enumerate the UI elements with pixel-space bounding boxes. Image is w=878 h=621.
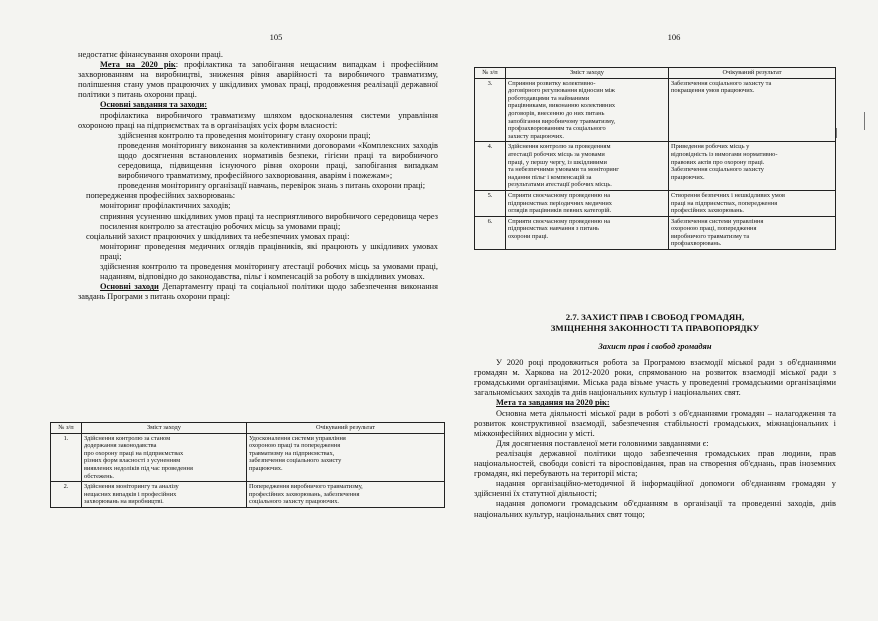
measures-table-left xyxy=(50,422,445,508)
cell-line: надання пільг і компенсацій за xyxy=(508,173,592,181)
cell-line: захисту працюючих. xyxy=(508,132,564,140)
task-item: сприяння усуненню шкідливих умов праці та несприятливого виробничого середовища через посилення контролю за атестацію робочих місць за умовами праці; xyxy=(100,211,438,231)
table-header: Очікуваний результат xyxy=(247,423,445,434)
row-result xyxy=(247,482,445,508)
row-result xyxy=(669,142,836,191)
row-result xyxy=(669,190,836,216)
cell-line: Здійснення контролю за проведенням xyxy=(508,143,611,151)
cell-line: атестації робочих місць за умовами xyxy=(508,150,605,158)
goal-heading: Мета та завдання на 2020 рік: xyxy=(496,398,610,408)
task-item: проведення моніторингу організації навчань, перевірок знань з питань охорони праці; xyxy=(118,181,426,191)
cell-line: захворювань на виробництві. xyxy=(84,498,164,506)
cell-line: покращення умов працюючих. xyxy=(671,87,755,95)
measures-paragraph xyxy=(78,282,438,302)
task-item: реалізація державної політики щодо забезпечення громадських прав людини, прав національностей, свободи совісті та віросповідання, прав на створення об'єднань, прав іноземних громадян, які перебувають на території міста; xyxy=(474,448,836,479)
row-number: 1. xyxy=(51,433,82,482)
cell-line: Створення безпечних і нешкідливих умов xyxy=(671,191,785,199)
section-title: ЗМІЦНЕННЯ ЗАКОННОСТІ ТА ПРАВОПОРЯДКУ xyxy=(550,323,760,333)
cell-line: травматизму на підприємствах, xyxy=(249,449,335,457)
goal-label: Мета на 2020 рік xyxy=(100,60,176,70)
page-number: 106 xyxy=(667,32,681,42)
section-title: 2.7. ЗАХИСТ ПРАВ І СВОБОД ГРОМАДЯН, xyxy=(565,312,745,322)
table-row xyxy=(51,482,445,508)
tasks-intro: Для досягнення поставленої мети головними завданнями є: xyxy=(496,438,709,448)
row-number: 5. xyxy=(475,190,506,216)
table-header: Зміст заходу xyxy=(506,68,669,79)
cell-line: договорів, внесенню до них питань xyxy=(508,109,605,117)
row-number: 3. xyxy=(475,78,506,142)
task-item: моніторинг проведення медичних оглядів працівників, які працюють у шкідливих умовах праці; xyxy=(100,241,438,261)
table-header: Очікуваний результат xyxy=(669,68,836,79)
cell-line: соціального захисту працюючих. xyxy=(249,498,340,506)
right-page xyxy=(474,32,874,610)
measures-text: Департаменту праці та соціальної політики щодо забезпечення виконання завдань Програми з питань охорони праці: xyxy=(78,282,439,302)
cell-line: профзахворюванням та соціального xyxy=(508,125,606,133)
cell-line: виявлених недоліків під час проведення xyxy=(84,464,193,472)
page-number: 105 xyxy=(269,32,283,42)
table-header: Зміст заходу xyxy=(82,423,247,434)
row-content xyxy=(506,190,669,216)
row-result xyxy=(669,216,836,249)
scan-mark xyxy=(836,128,837,138)
cell-line: працюючих. xyxy=(671,173,705,181)
cell-line: та небезпечними умовами та моніторинг xyxy=(508,166,619,174)
paragraph: недостатнє фінансування охорони праці. xyxy=(78,50,224,59)
cell-line: працівниками, виконанню колективних xyxy=(508,102,616,110)
row-content xyxy=(82,433,247,482)
cell-line: різних форм власності з усуненням xyxy=(84,457,181,465)
cell-line: відповідність із вимогами нормативно- xyxy=(671,150,778,158)
row-content xyxy=(506,78,669,142)
cell-line: Забезпечення системи управління xyxy=(671,217,764,225)
cell-line: працюючих. xyxy=(249,464,283,472)
goal-text: : профілактика та запобігання нещасним випадкам і професійним захворюванням на виробництві, зниження рівня аварійності та виробничого травматизму, поліпшення стану умов працюючих у шкідливих умовах праці, продовження реалізації державної політики з питань охорони праці. xyxy=(78,60,438,100)
cell-line: результатами атестації робочих місць. xyxy=(508,181,612,189)
task-item: здійснення контролю та проведення моніторингу стану охорони праці; xyxy=(118,130,371,140)
left-page-body xyxy=(78,50,438,302)
tasks-heading: Основні завдання та заходи: xyxy=(100,100,208,110)
cell-line: роботодавцями та найманими xyxy=(508,94,590,102)
table-row xyxy=(475,142,836,191)
cell-line: профзахворювань. xyxy=(671,240,722,248)
cell-line: Сприяння розвитку колективно- xyxy=(508,79,596,87)
left-page xyxy=(50,32,450,610)
row-number: 6. xyxy=(475,216,506,249)
cell-line: додержання законодавства xyxy=(84,442,157,450)
tasks-intro: профілактика виробничого травматизму шляхом вдосконалення системи управління охороною праці на підприємствах та в організаціях усіх форм власності: xyxy=(78,110,438,130)
cell-line: Удосконалення системи управління xyxy=(249,434,346,442)
table-row xyxy=(51,433,445,482)
row-result xyxy=(247,433,445,482)
table-row xyxy=(475,216,836,249)
cell-line: праці, у першу чергу, із шкідливими xyxy=(508,158,607,166)
cell-line: запобігання виробничому травматизму, xyxy=(508,117,616,125)
row-number: 4. xyxy=(475,142,506,191)
cell-line: професійних захворювань. xyxy=(671,207,745,215)
goal-paragraph xyxy=(78,60,438,100)
table-header: № з/п xyxy=(475,68,506,79)
task-item: попередження професійних захворювань: xyxy=(86,191,236,201)
table-header: № з/п xyxy=(51,423,82,434)
row-content xyxy=(82,482,247,508)
task-item: надання організаційно-методичної й інформаційної допомоги об'єднанням громадян у здійсненні їх статутної діяльності; xyxy=(474,479,836,499)
measures-label: Основні заходи xyxy=(100,282,159,292)
cell-line: нещасних випадків і професійних xyxy=(84,490,177,498)
cell-line: Сприяти своєчасному проведенню на xyxy=(508,191,611,199)
task-item: моніторинг профілактичних заходів; xyxy=(100,201,231,211)
cell-line: Приведення робочих місць у xyxy=(671,143,750,151)
cell-line: професійних захворювань, забезпечення xyxy=(249,490,360,498)
scan-mark xyxy=(864,112,865,130)
cell-line: охороною праці, попередження xyxy=(671,225,757,233)
cell-line: охороною праці та попередження xyxy=(249,442,341,450)
section-2-7 xyxy=(474,286,836,520)
task-item: здійснення контролю та проведення моніторингу атестації робочих місць за умовами праці, наданням, відповідно до законодавства, пільг і компенсацій за роботу в шкідливих умовах. xyxy=(100,261,438,282)
cell-line: Попередження виробничого травматизму, xyxy=(249,483,363,491)
cell-line: Сприяти своєчасному проведенню на xyxy=(508,217,611,225)
row-content xyxy=(506,216,669,249)
cell-line: Здійснення контролю за станом xyxy=(84,434,171,442)
cell-line: обстежень. xyxy=(84,472,115,480)
table-row xyxy=(475,78,836,142)
row-result xyxy=(669,78,836,142)
task-item: проведення моніторингу виконання за колективними договорами «Комплексних заходів щодо досягнення встановлених нормативів безпеки, гігієни праці та виробничого середовища, підвищення існуючого рівня охорони праці, запобігання випадкам виробничого травматизму, професійного захворювання, аваріям і пожежам»; xyxy=(118,140,438,181)
cell-line: договірного регулювання відносин між xyxy=(508,87,615,95)
cell-line: правових актів про охорону праці. xyxy=(671,158,765,166)
intro-paragraph: У 2020 році продовжиться робота за Програмою взаємодії міської ради з об'єднаннями громадян м. Харкова на 2012-2020 роки, спрямованою на розвиток взаємодії міської ради з громадськими організаціями. Міська рада візьме участь у проведенні громадськими організаціями загальноміських заходів та днів національних культур і національних свят. xyxy=(474,358,836,398)
cell-line: підприємствах навчання з питань xyxy=(508,225,599,233)
row-content xyxy=(506,142,669,191)
cell-line: Забезпечення соціального захисту та xyxy=(671,79,772,87)
task-item: надання допомоги громадським об'єднанням в організації та проведенні заходів, днів національних культур, національних свят тощо; xyxy=(474,499,836,519)
cell-line: про охорону праці на підприємствах xyxy=(84,449,184,457)
goal-paragraph: Основна мета діяльності міської ради в роботі з об'єднаннями громадян – налагодження та розвиток конструктивної взаємодії, забезпечення стабільності громадських, міжнаціональних і міжконфесійних відносин у місті. xyxy=(474,408,836,438)
task-item: соціальний захист працюючих у шкідливих та небезпечних умовах праці: xyxy=(86,231,350,241)
cell-line: виробничого травматизму та xyxy=(671,232,750,240)
cell-line: підприємствах періодичних медичних xyxy=(508,199,612,207)
subsection-title: Захист прав і свобод громадян xyxy=(598,342,712,351)
measures-table-right xyxy=(474,67,836,250)
row-number: 2. xyxy=(51,482,82,508)
table-row xyxy=(475,190,836,216)
cell-line: Здійснення моніторингу та аналізу xyxy=(84,483,179,491)
cell-line: Забезпечення соціального захисту xyxy=(671,166,764,174)
cell-line: оглядів працівників певних категорій. xyxy=(508,207,612,215)
cell-line: праці на підприємствах, попередження xyxy=(671,199,778,207)
cell-line: охорони праці. xyxy=(508,232,549,240)
cell-line: забезпечення соціального захисту xyxy=(249,457,342,465)
